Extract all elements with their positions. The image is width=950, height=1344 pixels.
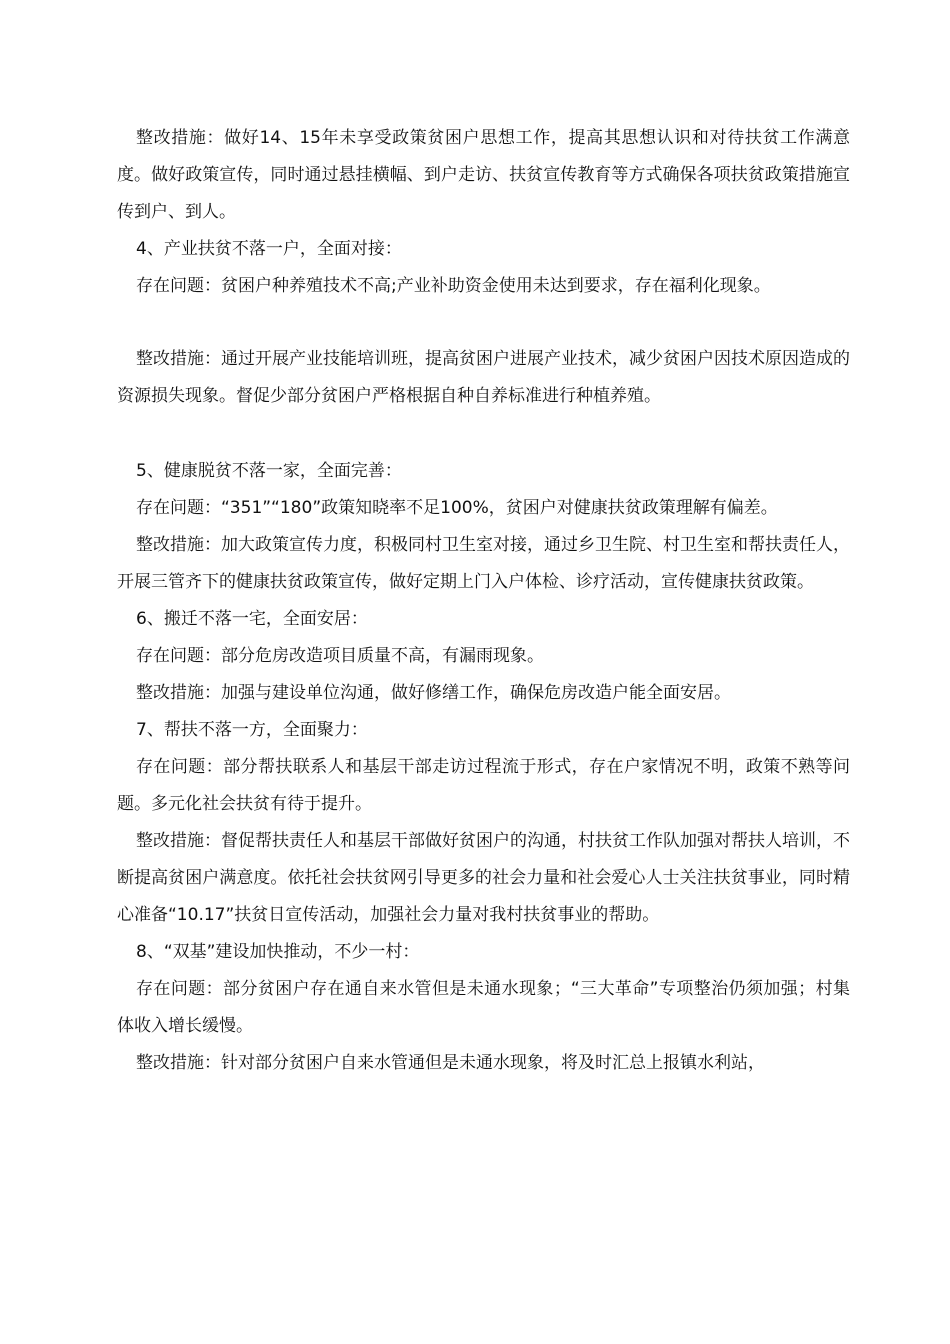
paragraph-rectification-measures-6: 整改措施：加强与建设单位沟通，做好修缮工作，确保危房改造户能全面安居。	[136, 683, 731, 703]
paragraph-problem-6: 存在问题：部分危房改造项目质量不高，有漏雨现象。	[136, 646, 544, 666]
paragraph-rectification-measures-5: 整改措施：加大政策宣传力度，积极同村卫生室对接，通过乡卫生院、村卫生室和帮扶责任人，开展三管齐下的健康扶贫政策宣传，做好定期上门入户体检、诊疗活动，宣传健康扶贫政策。	[117, 535, 850, 592]
paragraph-problem-7: 存在问题：部分帮扶联系人和基层干部走访过程流于形式，存在户家情况不明，政策不熟等问题。多元化社会扶贫有待于提升。	[117, 757, 850, 814]
paragraph-problem-8: 存在问题：部分贫困户存在通自来水管但是未通水现象；“三大革命”专项整治仍须加强；村集体收入增长缓慢。	[117, 979, 850, 1036]
paragraph-rectification-measures-1: 整改措施：做好14、15年未享受政策贫困户思想工作，提高其思想认识和对待扶贫工作满意度。做好政策宣传，同时通过悬挂横幅、到户走访、扶贫宣传教育等方式确保各项扶贫政策措施宣传到户、到人。	[117, 128, 850, 222]
section-heading-8: 8、“双基”建设加快推动，不少一村：	[136, 942, 420, 962]
section-heading-6: 6、搬迁不落一宅，全面安居：	[136, 609, 368, 629]
section-heading-7: 7、帮扶不落一方，全面聚力：	[136, 720, 368, 740]
paragraph-problem-4: 存在问题：贫困户种养殖技术不高;产业补助资金使用未达到要求，存在福利化现象。	[136, 276, 771, 296]
paragraph-rectification-measures-7: 整改措施：督促帮扶责任人和基层干部做好贫困户的沟通，村扶贫工作队加强对帮扶人培训，不断提高贫困户满意度。依托社会扶贫网引导更多的社会力量和社会爱心人士关注扶贫事业，同时精心准备“10.17”扶贫日宣传活动，加强社会力量对我村扶贫事业的帮助。	[117, 831, 850, 925]
section-heading-4: 4、产业扶贫不落一户，全面对接：	[136, 239, 402, 259]
paragraph-rectification-measures-8: 整改措施：针对部分贫困户自来水管通但是未通水现象，将及时汇总上报镇水利站，	[136, 1053, 765, 1073]
section-heading-5: 5、健康脱贫不落一家，全面完善：	[136, 461, 402, 481]
paragraph-rectification-measures-4: 整改措施：通过开展产业技能培训班，提高贫困户进展产业技术，减少贫困户因技术原因造成的资源损失现象。督促少部分贫困户严格根据自种自养标准进行种植养殖。	[117, 349, 850, 406]
paragraph-problem-5: 存在问题：“351”“180”政策知晓率不足100%，贫困户对健康扶贫政策理解有偏差。	[136, 498, 778, 518]
